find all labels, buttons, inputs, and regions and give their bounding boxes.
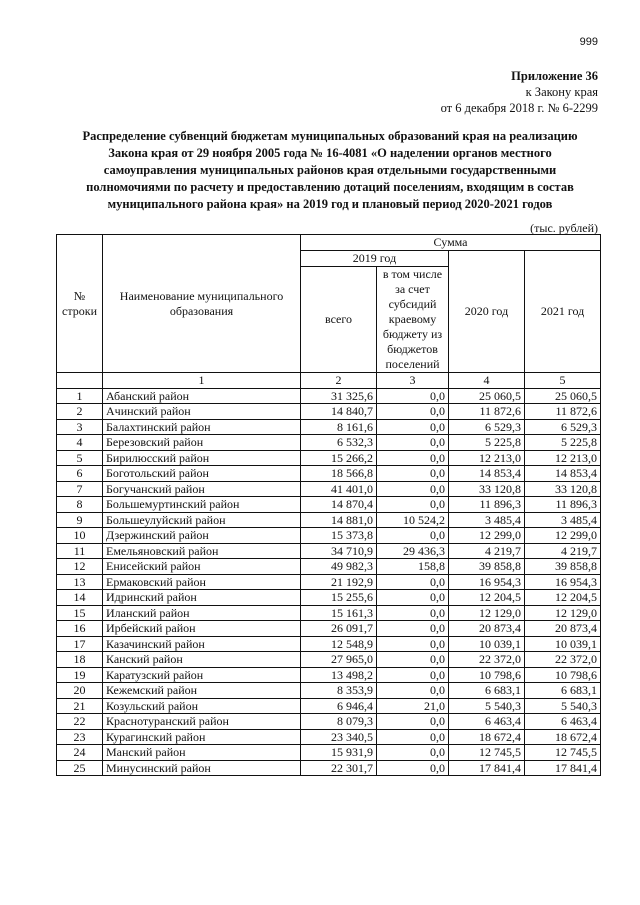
row-number-cell: 14 (57, 590, 103, 606)
header-row-number: № строки (57, 235, 103, 373)
total-2019-cell: 15 373,8 (301, 528, 377, 544)
amount-2021-cell: 20 873,4 (525, 621, 601, 637)
table-row (57, 714, 601, 730)
amount-2021-cell: 10 039,1 (525, 636, 601, 652)
amount-2021-cell: 4 219,7 (525, 543, 601, 559)
table-row (57, 652, 601, 668)
total-2019-cell: 8 079,3 (301, 714, 377, 730)
table-row (57, 683, 601, 699)
amount-2021-cell: 6 683,1 (525, 683, 601, 699)
row-number-cell: 9 (57, 512, 103, 528)
district-name-cell: Манский район (103, 745, 301, 761)
incl-2019-cell: 0,0 (377, 636, 449, 652)
amount-2020-cell: 10 798,6 (449, 667, 525, 683)
incl-2019-cell: 0,0 (377, 388, 449, 404)
amount-2021-cell: 25 060,5 (525, 388, 601, 404)
amount-2021-cell: 16 954,3 (525, 574, 601, 590)
table-row (57, 590, 601, 606)
row-number-cell: 8 (57, 497, 103, 513)
incl-2019-cell: 0,0 (377, 574, 449, 590)
district-name-cell: Боготольский район (103, 466, 301, 482)
row-number-cell: 24 (57, 745, 103, 761)
row-number-cell: 7 (57, 481, 103, 497)
district-name-cell: Идринский район (103, 590, 301, 606)
total-2019-cell: 8 161,6 (301, 419, 377, 435)
total-2019-cell: 13 498,2 (301, 667, 377, 683)
district-name-cell: Курагинский район (103, 729, 301, 745)
district-name-cell: Енисейский район (103, 559, 301, 575)
row-number-cell: 17 (57, 636, 103, 652)
column-number (57, 373, 103, 389)
appendix-date: от 6 декабря 2018 г. № 6-2299 (440, 101, 598, 115)
incl-2019-cell: 0,0 (377, 497, 449, 513)
district-name-cell: Березовский район (103, 435, 301, 451)
header-2020: 2020 год (449, 251, 525, 373)
subvention-table (56, 234, 601, 776)
amount-2021-cell: 10 798,6 (525, 667, 601, 683)
amount-2020-cell: 6 463,4 (449, 714, 525, 730)
amount-2020-cell: 12 745,5 (449, 745, 525, 761)
table-row (57, 605, 601, 621)
amount-2020-cell: 22 372,0 (449, 652, 525, 668)
incl-2019-cell: 0,0 (377, 714, 449, 730)
appendix-block (441, 68, 598, 116)
row-number-cell: 21 (57, 698, 103, 714)
amount-2021-cell: 11 896,3 (525, 497, 601, 513)
amount-2021-cell: 6 529,3 (525, 419, 601, 435)
incl-2019-cell: 0,0 (377, 605, 449, 621)
incl-2019-cell: 10 524,2 (377, 512, 449, 528)
amount-2021-cell: 6 463,4 (525, 714, 601, 730)
district-name-cell: Краснотуранский район (103, 714, 301, 730)
row-number-cell: 1 (57, 388, 103, 404)
column-number: 1 (103, 373, 301, 389)
table-row (57, 636, 601, 652)
appendix-law: к Закону края (525, 85, 598, 99)
row-number-cell: 19 (57, 667, 103, 683)
total-2019-cell: 14 870,4 (301, 497, 377, 513)
header-sum: Сумма (301, 235, 601, 251)
incl-2019-cell: 0,0 (377, 481, 449, 497)
district-name-cell: Казачинский район (103, 636, 301, 652)
table-row (57, 621, 601, 637)
incl-2019-cell: 158,8 (377, 559, 449, 575)
total-2019-cell: 34 710,9 (301, 543, 377, 559)
header-including: в том числе за счет субсидий краевому бюджету из бюджетов поселений (377, 267, 449, 373)
column-number: 5 (525, 373, 601, 389)
incl-2019-cell: 0,0 (377, 435, 449, 451)
title-line: муниципального района края» на 2019 год и плановый период 2020-2021 годов (107, 197, 553, 211)
total-2019-cell: 14 840,7 (301, 404, 377, 420)
amount-2020-cell: 5 540,3 (449, 698, 525, 714)
district-name-cell: Ачинский район (103, 404, 301, 420)
amount-2020-cell: 11 872,6 (449, 404, 525, 420)
total-2019-cell: 31 325,6 (301, 388, 377, 404)
amount-2021-cell: 5 540,3 (525, 698, 601, 714)
page-number: 999 (579, 36, 598, 48)
amount-2020-cell: 18 672,4 (449, 729, 525, 745)
table-row (57, 729, 601, 745)
amount-2020-cell: 17 841,4 (449, 760, 525, 776)
column-number: 2 (301, 373, 377, 389)
units-label: (тыс. рублей) (530, 221, 598, 235)
total-2019-cell: 15 161,3 (301, 605, 377, 621)
table-row (57, 419, 601, 435)
table-row (57, 543, 601, 559)
total-2019-cell: 23 340,5 (301, 729, 377, 745)
district-name-cell: Дзержинский район (103, 528, 301, 544)
incl-2019-cell: 0,0 (377, 683, 449, 699)
total-2019-cell: 12 548,9 (301, 636, 377, 652)
title-line: полномочиями по расчету и предоставлению дотаций поселениям, входящим в состав (86, 180, 574, 194)
table-row (57, 404, 601, 420)
row-number-cell: 15 (57, 605, 103, 621)
table-row (57, 559, 601, 575)
incl-2019-cell: 0,0 (377, 419, 449, 435)
row-number-cell: 22 (57, 714, 103, 730)
district-name-cell: Богучанский район (103, 481, 301, 497)
appendix-title: Приложение 36 (511, 69, 598, 83)
total-2019-cell: 27 965,0 (301, 652, 377, 668)
header-2021: 2021 год (525, 251, 601, 373)
district-name-cell: Каратузский район (103, 667, 301, 683)
table-row (57, 512, 601, 528)
district-name-cell: Балахтинский район (103, 419, 301, 435)
table-row (57, 388, 601, 404)
title-line: самоуправления муниципальных районов края отдельными государственными (103, 163, 557, 177)
amount-2020-cell: 25 060,5 (449, 388, 525, 404)
total-2019-cell: 8 353,9 (301, 683, 377, 699)
amount-2020-cell: 6 683,1 (449, 683, 525, 699)
incl-2019-cell: 29 436,3 (377, 543, 449, 559)
header-total: всего (301, 267, 377, 373)
total-2019-cell: 41 401,0 (301, 481, 377, 497)
district-name-cell: Бирилюсский район (103, 450, 301, 466)
district-name-cell: Большемуртинский район (103, 497, 301, 513)
incl-2019-cell: 0,0 (377, 745, 449, 761)
total-2019-cell: 22 301,7 (301, 760, 377, 776)
amount-2021-cell: 12 129,0 (525, 605, 601, 621)
header-name: Наименование муниципального образования (103, 235, 301, 373)
title-line: Закона края от 29 ноября 2005 года № 16-4081 «О наделении органов местного (108, 146, 552, 160)
amount-2021-cell: 12 204,5 (525, 590, 601, 606)
district-name-cell: Ермаковский район (103, 574, 301, 590)
column-numbers-row (57, 373, 601, 389)
table-row (57, 760, 601, 776)
incl-2019-cell: 0,0 (377, 466, 449, 482)
total-2019-cell: 6 946,4 (301, 698, 377, 714)
district-name-cell: Емельяновский район (103, 543, 301, 559)
amount-2021-cell: 12 745,5 (525, 745, 601, 761)
table-row (57, 481, 601, 497)
row-number-cell: 5 (57, 450, 103, 466)
total-2019-cell: 14 881,0 (301, 512, 377, 528)
incl-2019-cell: 0,0 (377, 528, 449, 544)
amount-2020-cell: 16 954,3 (449, 574, 525, 590)
amount-2020-cell: 6 529,3 (449, 419, 525, 435)
amount-2020-cell: 12 129,0 (449, 605, 525, 621)
total-2019-cell: 21 192,9 (301, 574, 377, 590)
amount-2021-cell: 17 841,4 (525, 760, 601, 776)
table-row (57, 667, 601, 683)
amount-2020-cell: 39 858,8 (449, 559, 525, 575)
amount-2020-cell: 12 213,0 (449, 450, 525, 466)
district-name-cell: Минусинский район (103, 760, 301, 776)
incl-2019-cell: 0,0 (377, 652, 449, 668)
row-number-cell: 11 (57, 543, 103, 559)
incl-2019-cell: 21,0 (377, 698, 449, 714)
amount-2020-cell: 3 485,4 (449, 512, 525, 528)
amount-2020-cell: 20 873,4 (449, 621, 525, 637)
row-number-cell: 20 (57, 683, 103, 699)
row-number-cell: 12 (57, 559, 103, 575)
amount-2020-cell: 12 299,0 (449, 528, 525, 544)
total-2019-cell: 15 255,6 (301, 590, 377, 606)
incl-2019-cell: 0,0 (377, 450, 449, 466)
document-title (60, 128, 600, 213)
amount-2021-cell: 3 485,4 (525, 512, 601, 528)
incl-2019-cell: 0,0 (377, 667, 449, 683)
district-name-cell: Абанский район (103, 388, 301, 404)
amount-2020-cell: 14 853,4 (449, 466, 525, 482)
amount-2021-cell: 39 858,8 (525, 559, 601, 575)
table-row (57, 574, 601, 590)
row-number-cell: 4 (57, 435, 103, 451)
total-2019-cell: 15 266,2 (301, 450, 377, 466)
amount-2020-cell: 4 219,7 (449, 543, 525, 559)
row-number-cell: 13 (57, 574, 103, 590)
district-name-cell: Иланский район (103, 605, 301, 621)
row-number-cell: 3 (57, 419, 103, 435)
column-number: 3 (377, 373, 449, 389)
row-number-cell: 2 (57, 404, 103, 420)
row-number-cell: 23 (57, 729, 103, 745)
row-number-cell: 25 (57, 760, 103, 776)
total-2019-cell: 49 982,3 (301, 559, 377, 575)
table-row (57, 497, 601, 513)
row-number-cell: 6 (57, 466, 103, 482)
amount-2020-cell: 5 225,8 (449, 435, 525, 451)
amount-2021-cell: 11 872,6 (525, 404, 601, 420)
amount-2021-cell: 22 372,0 (525, 652, 601, 668)
incl-2019-cell: 0,0 (377, 590, 449, 606)
table-row (57, 698, 601, 714)
amount-2020-cell: 10 039,1 (449, 636, 525, 652)
incl-2019-cell: 0,0 (377, 404, 449, 420)
row-number-cell: 10 (57, 528, 103, 544)
title-line: Распределение субвенций бюджетам муниципальных образований края на реализацию (82, 129, 578, 143)
amount-2021-cell: 18 672,4 (525, 729, 601, 745)
district-name-cell: Ирбейский район (103, 621, 301, 637)
row-number-cell: 18 (57, 652, 103, 668)
incl-2019-cell: 0,0 (377, 729, 449, 745)
column-number: 4 (449, 373, 525, 389)
total-2019-cell: 26 091,7 (301, 621, 377, 637)
total-2019-cell: 6 532,3 (301, 435, 377, 451)
incl-2019-cell: 0,0 (377, 621, 449, 637)
amount-2021-cell: 12 213,0 (525, 450, 601, 466)
total-2019-cell: 15 931,9 (301, 745, 377, 761)
district-name-cell: Большеулуйский район (103, 512, 301, 528)
total-2019-cell: 18 566,8 (301, 466, 377, 482)
table-row (57, 745, 601, 761)
amount-2021-cell: 33 120,8 (525, 481, 601, 497)
amount-2020-cell: 33 120,8 (449, 481, 525, 497)
amount-2020-cell: 12 204,5 (449, 590, 525, 606)
table-body (57, 373, 601, 776)
district-name-cell: Кежемский район (103, 683, 301, 699)
table-row (57, 466, 601, 482)
incl-2019-cell: 0,0 (377, 760, 449, 776)
amount-2020-cell: 11 896,3 (449, 497, 525, 513)
amount-2021-cell: 14 853,4 (525, 466, 601, 482)
district-name-cell: Канский район (103, 652, 301, 668)
table-row (57, 528, 601, 544)
row-number-cell: 16 (57, 621, 103, 637)
district-name-cell: Козульский район (103, 698, 301, 714)
table-row (57, 435, 601, 451)
table-row (57, 450, 601, 466)
header-2019: 2019 год (301, 251, 449, 267)
amount-2021-cell: 12 299,0 (525, 528, 601, 544)
amount-2021-cell: 5 225,8 (525, 435, 601, 451)
